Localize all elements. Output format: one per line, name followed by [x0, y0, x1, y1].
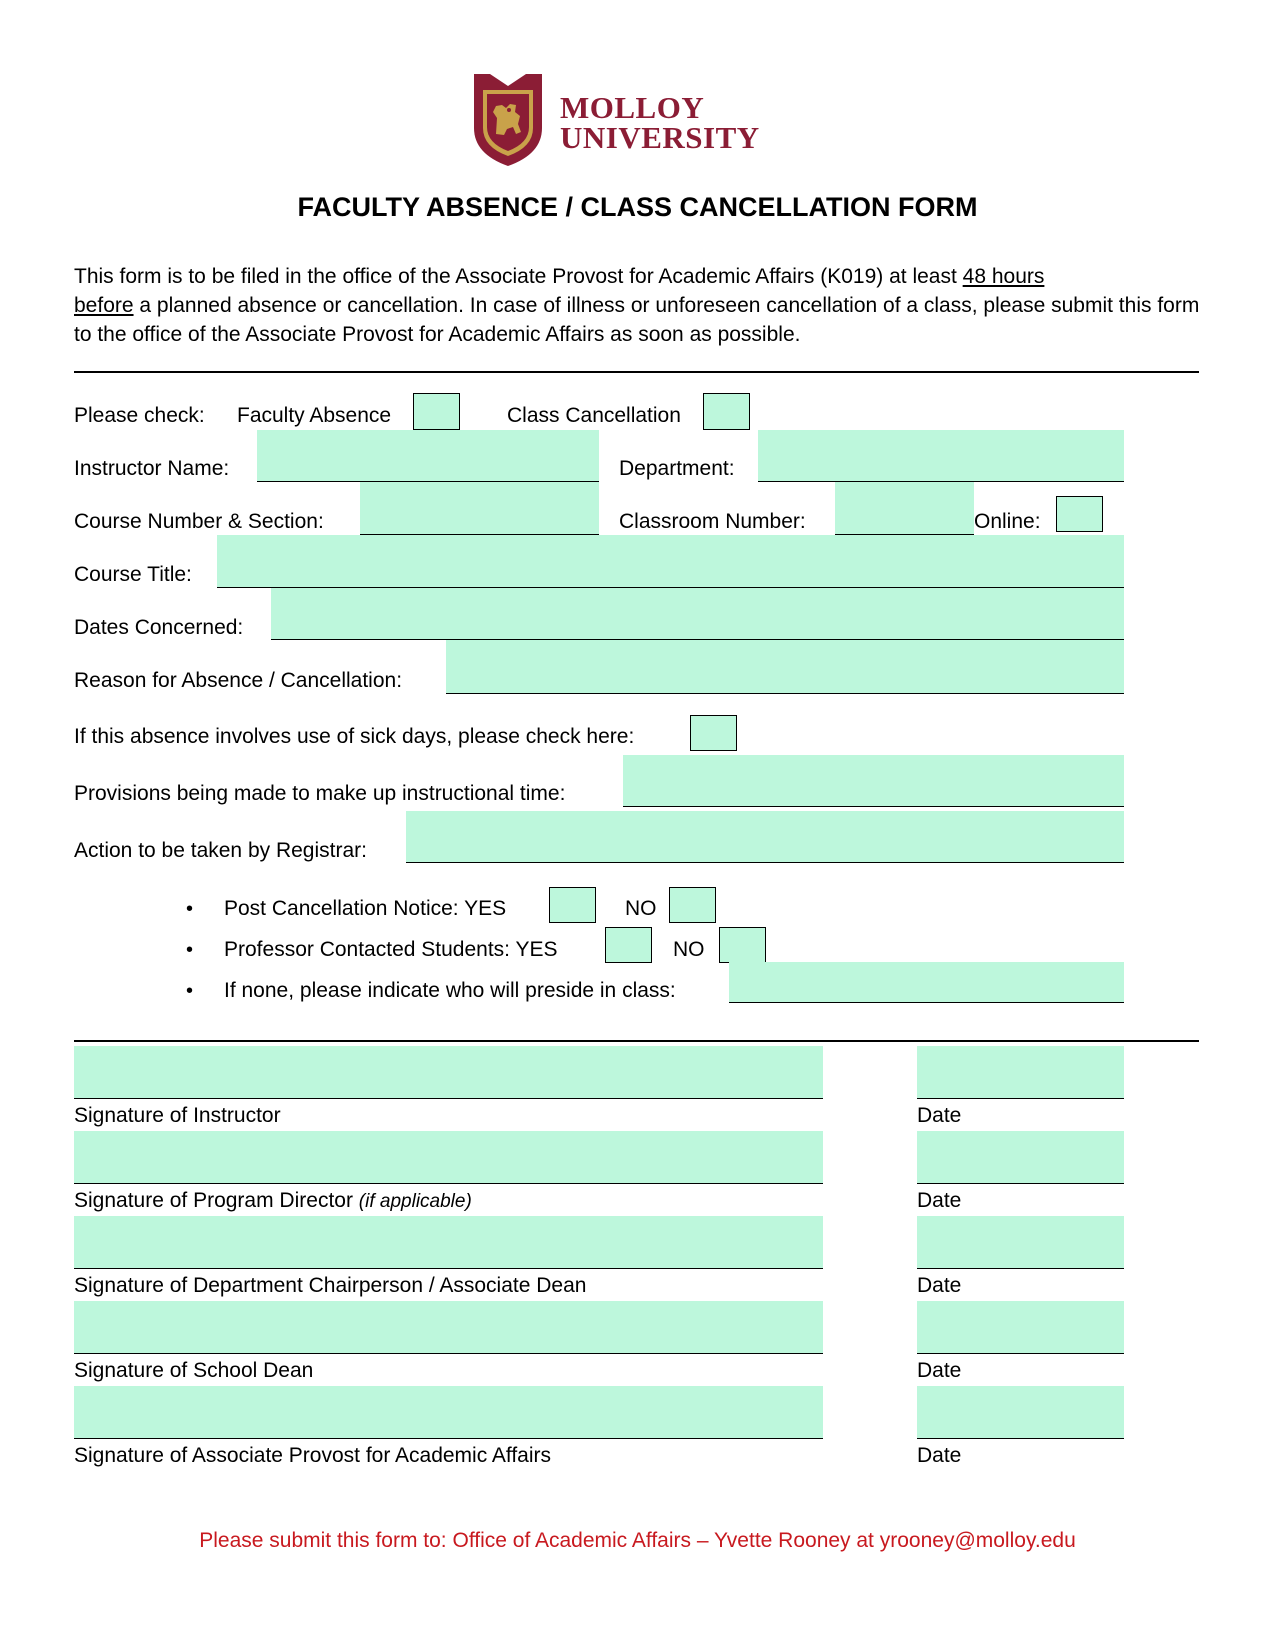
shield-crest-icon — [472, 72, 544, 168]
intro-text-2: a planned absence or cancellation. In case of illness or unforeseen cancellation of a class, please submit this form to the office of the Associate Provost for Academic Affairs as soon as possible. — [74, 294, 1200, 346]
school-dean-date-label: Date — [917, 1359, 962, 1382]
program-director-signature-field[interactable] — [74, 1131, 823, 1184]
submission-footer: Please submit this form to: Office of Academic Affairs – Yvette Rooney at yrooney@molloy.edu — [199, 1529, 1076, 1552]
registrar-label: Action to be taken by Registrar: — [74, 839, 367, 862]
classroom-number-label: Classroom Number: — [619, 510, 806, 533]
department-field[interactable] — [758, 430, 1124, 482]
sick-days-checkbox[interactable] — [690, 715, 737, 751]
dates-concerned-field[interactable] — [271, 588, 1124, 640]
course-title-field[interactable] — [217, 535, 1124, 588]
divider-top — [74, 371, 1199, 373]
instructor-signature-field[interactable] — [74, 1046, 823, 1099]
online-checkbox[interactable] — [1056, 496, 1103, 532]
dates-concerned-label: Dates Concerned: — [74, 616, 244, 639]
sick-days-label: If this absence involves use of sick days, please check here: — [74, 725, 635, 748]
associate-provost-signature-label: Signature of Associate Provost for Academic Affairs — [74, 1444, 552, 1467]
online-label: Online: — [974, 510, 1041, 533]
classroom-number-field[interactable] — [835, 482, 974, 535]
program-director-note: (if applicable) — [358, 1191, 472, 1212]
intro-48-hours: 48 hours — [962, 265, 1045, 288]
post-notice-label: Post Cancellation Notice: YES — [224, 897, 507, 920]
school-dean-date-field[interactable] — [917, 1301, 1124, 1354]
instructor-signature-label: Signature of Instructor — [74, 1104, 281, 1127]
divider-bottom — [74, 1040, 1199, 1042]
post-notice-yes-checkbox[interactable] — [549, 887, 596, 923]
department-label: Department: — [619, 457, 735, 480]
course-number-field[interactable] — [360, 482, 599, 535]
professor-contacted-no-checkbox[interactable] — [719, 927, 766, 963]
class-cancellation-checkbox[interactable] — [703, 393, 750, 430]
bullet-1: • — [186, 898, 194, 920]
chairperson-signature-field[interactable] — [74, 1216, 823, 1269]
provisions-label: Provisions being made to make up instructional time: — [74, 782, 566, 805]
post-notice-no-checkbox[interactable] — [669, 887, 716, 923]
instructor-date-field[interactable] — [917, 1046, 1124, 1099]
associate-provost-date-field[interactable] — [917, 1386, 1124, 1439]
logo-line-2: UNIVERSITY — [560, 120, 760, 155]
form-title: FACULTY ABSENCE / CLASS CANCELLATION FORM — [297, 192, 978, 222]
reason-field[interactable] — [446, 640, 1124, 694]
intro-text-1: This form is to be filed in the office of the Associate Provost for Academic Affairs (K019) at least — [74, 265, 963, 288]
program-director-text: Signature of Program Director — [74, 1189, 359, 1212]
chairperson-signature-label: Signature of Department Chairperson / Associate Dean — [74, 1274, 587, 1297]
reason-label: Reason for Absence / Cancellation: — [74, 669, 403, 692]
associate-provost-date-label: Date — [917, 1444, 962, 1467]
program-director-signature-label — [74, 1189, 472, 1214]
associate-provost-signature-field[interactable] — [74, 1386, 823, 1439]
program-director-date-label: Date — [917, 1189, 962, 1212]
class-cancellation-label: Class Cancellation — [507, 404, 681, 427]
intro-before: before — [74, 294, 134, 317]
post-notice-no-label: NO — [625, 897, 657, 920]
school-dean-signature-field[interactable] — [74, 1301, 823, 1354]
bullet-2: • — [186, 939, 194, 961]
professor-contacted-no-label: NO — [673, 938, 705, 961]
instructor-date-label: Date — [917, 1104, 962, 1127]
faculty-absence-label: Faculty Absence — [237, 404, 392, 427]
professor-contacted-yes-checkbox[interactable] — [605, 927, 652, 963]
program-director-date-field[interactable] — [917, 1131, 1124, 1184]
course-number-label: Course Number & Section: — [74, 510, 324, 533]
school-dean-signature-label: Signature of School Dean — [74, 1359, 314, 1382]
presiding-person-field[interactable] — [729, 962, 1124, 1003]
registrar-field[interactable] — [406, 811, 1124, 863]
intro-paragraph — [74, 262, 1214, 349]
faculty-absence-checkbox[interactable] — [413, 393, 460, 430]
provisions-field[interactable] — [623, 755, 1124, 807]
course-title-label: Course Title: — [74, 563, 192, 586]
logo-line-1: MOLLOY — [560, 90, 705, 125]
professor-contacted-label: Professor Contacted Students: YES — [224, 938, 558, 961]
bullet-3: • — [186, 980, 194, 1002]
instructor-name-label: Instructor Name: — [74, 457, 230, 480]
university-logo — [472, 72, 792, 168]
please-check-label: Please check: — [74, 404, 205, 427]
chairperson-date-label: Date — [917, 1274, 962, 1297]
if-none-label: If none, please indicate who will preside in class: — [224, 979, 676, 1002]
chairperson-date-field[interactable] — [917, 1216, 1124, 1269]
instructor-name-field[interactable] — [257, 430, 599, 482]
